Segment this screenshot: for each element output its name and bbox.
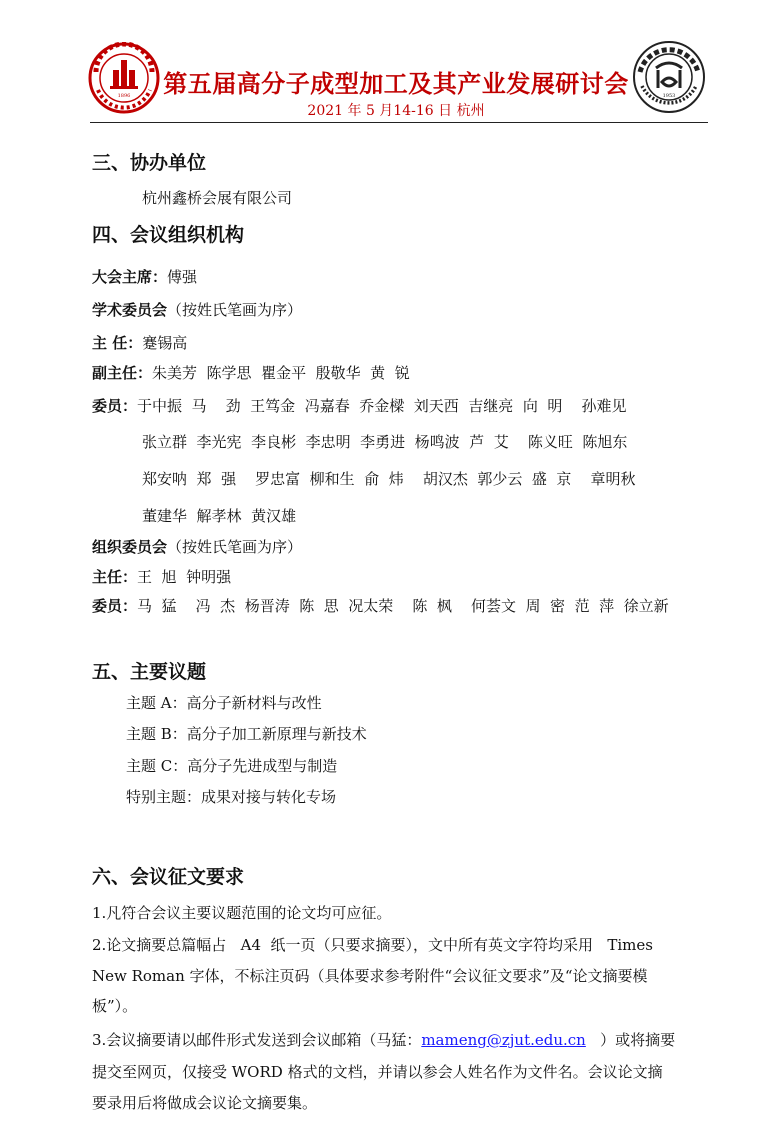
topic-b: 主题 B：高分子加工新原理与新技术	[126, 725, 367, 743]
members-row-3: 郑安呐 郑 强 罗忠富 柳和生 俞 炜 胡汉杰 郭少云 盛 京 章明秋	[142, 470, 636, 488]
requirement-1: 1.凡符合会议主要议题范围的论文均可应征。	[92, 904, 392, 922]
zjut-logo-icon	[632, 40, 706, 114]
vice-director-label: 副主任：	[92, 364, 153, 382]
section-3-heading: 三、协办单位	[92, 152, 207, 174]
members-label: 委员：	[92, 397, 138, 415]
academic-members-line-1	[92, 395, 626, 416]
members-row-2: 张立群 李光宪 李良彬 李忠明 李勇进 杨鸣波 芦 艾 陈义旺 陈旭东	[142, 433, 628, 451]
conference-title: 第五届高分子成型加工及其产业发展研讨会	[163, 70, 629, 98]
requirement-3-line-1	[92, 1029, 675, 1050]
requirement-3-line-3: 要录用后将做成会议论文摘要集。	[92, 1094, 318, 1112]
requirement-3-suffix: ）或将摘要	[585, 1031, 676, 1049]
chair-label: 大会主席：	[92, 268, 168, 286]
org-director-names: 王 旭 钟明强	[137, 568, 232, 586]
vice-director-names: 朱美芳 陈学思 瞿金平 殷敬华 黄 锐	[152, 364, 410, 382]
members-row-1: 于中振 马 劲 王笃金 冯嘉春 乔金樑 刘天西 吉继亮 向 明 孙难见	[137, 397, 627, 415]
sichuan-university-logo-icon	[88, 42, 160, 114]
section-4-heading: 四、会议组织机构	[92, 224, 245, 246]
org-committee-line	[92, 536, 302, 557]
topic-special: 特别主题：成果对接与转化专场	[126, 788, 337, 806]
page-header	[0, 0, 777, 125]
org-director-line	[92, 566, 231, 587]
org-committee-note: （按姓氏笔画为序）	[167, 538, 303, 556]
section-6-heading: 六、会议征文要求	[92, 866, 245, 888]
requirement-2-line-1: 2.论文摘要总篇幅占 A4 纸一页（只要求摘要），文中所有英文字符均采用 Times	[92, 936, 653, 954]
vice-director-line	[92, 362, 410, 383]
svg-text:1953: 1953	[662, 93, 676, 99]
director-line	[92, 332, 187, 353]
chair-line	[92, 266, 197, 287]
svg-text:1896: 1896	[117, 93, 131, 99]
header-divider	[90, 122, 708, 123]
topic-c: 主题 C：高分子先进成型与制造	[126, 757, 338, 775]
org-members-line	[92, 595, 669, 616]
members-row-4: 董建华 解孝林 黄汉雄	[142, 507, 297, 525]
requirement-2-line-2: New Roman 字体，不标注页码（具体要求参考附件“会议征文要求”及“论文摘要模	[92, 967, 648, 985]
org-director-label: 主任：	[92, 568, 138, 586]
org-committee-label: 组织委员会	[92, 538, 168, 556]
requirement-3-line-2: 提交至网页，仅接受 WORD 格式的文档，并请以参会人姓名作为文件名。会议论文摘	[92, 1063, 663, 1081]
requirement-3-prefix: 3.会议摘要请以邮件形式发送到会议邮箱（马猛：	[92, 1031, 422, 1049]
academic-committee-note: （按姓氏笔画为序）	[167, 301, 303, 319]
co-organizer: 杭州鑫桥会展有限公司	[142, 189, 293, 207]
conference-date-location: 2021 年 5 月14-16 日 杭州	[307, 103, 485, 119]
section-5-heading: 五、主要议题	[92, 661, 207, 683]
org-members-names: 马 猛 冯 杰 杨晋涛 陈 思 况太荣 陈 枫 何荟文 周 密 范 萍 徐立新	[137, 597, 669, 615]
org-members-label: 委员：	[92, 597, 138, 615]
chair-name: 傅强	[167, 268, 198, 286]
director-name: 蹇锡高	[142, 334, 188, 352]
conference-email-link[interactable]: mameng@zjut.edu.cn	[421, 1031, 586, 1049]
director-label: 主 任：	[92, 334, 143, 352]
topic-a: 主题 A：高分子新材料与改性	[126, 694, 322, 712]
academic-committee-label: 学术委员会	[92, 301, 168, 319]
requirement-2-line-3: 板”）。	[92, 997, 138, 1015]
academic-committee-line	[92, 299, 302, 320]
